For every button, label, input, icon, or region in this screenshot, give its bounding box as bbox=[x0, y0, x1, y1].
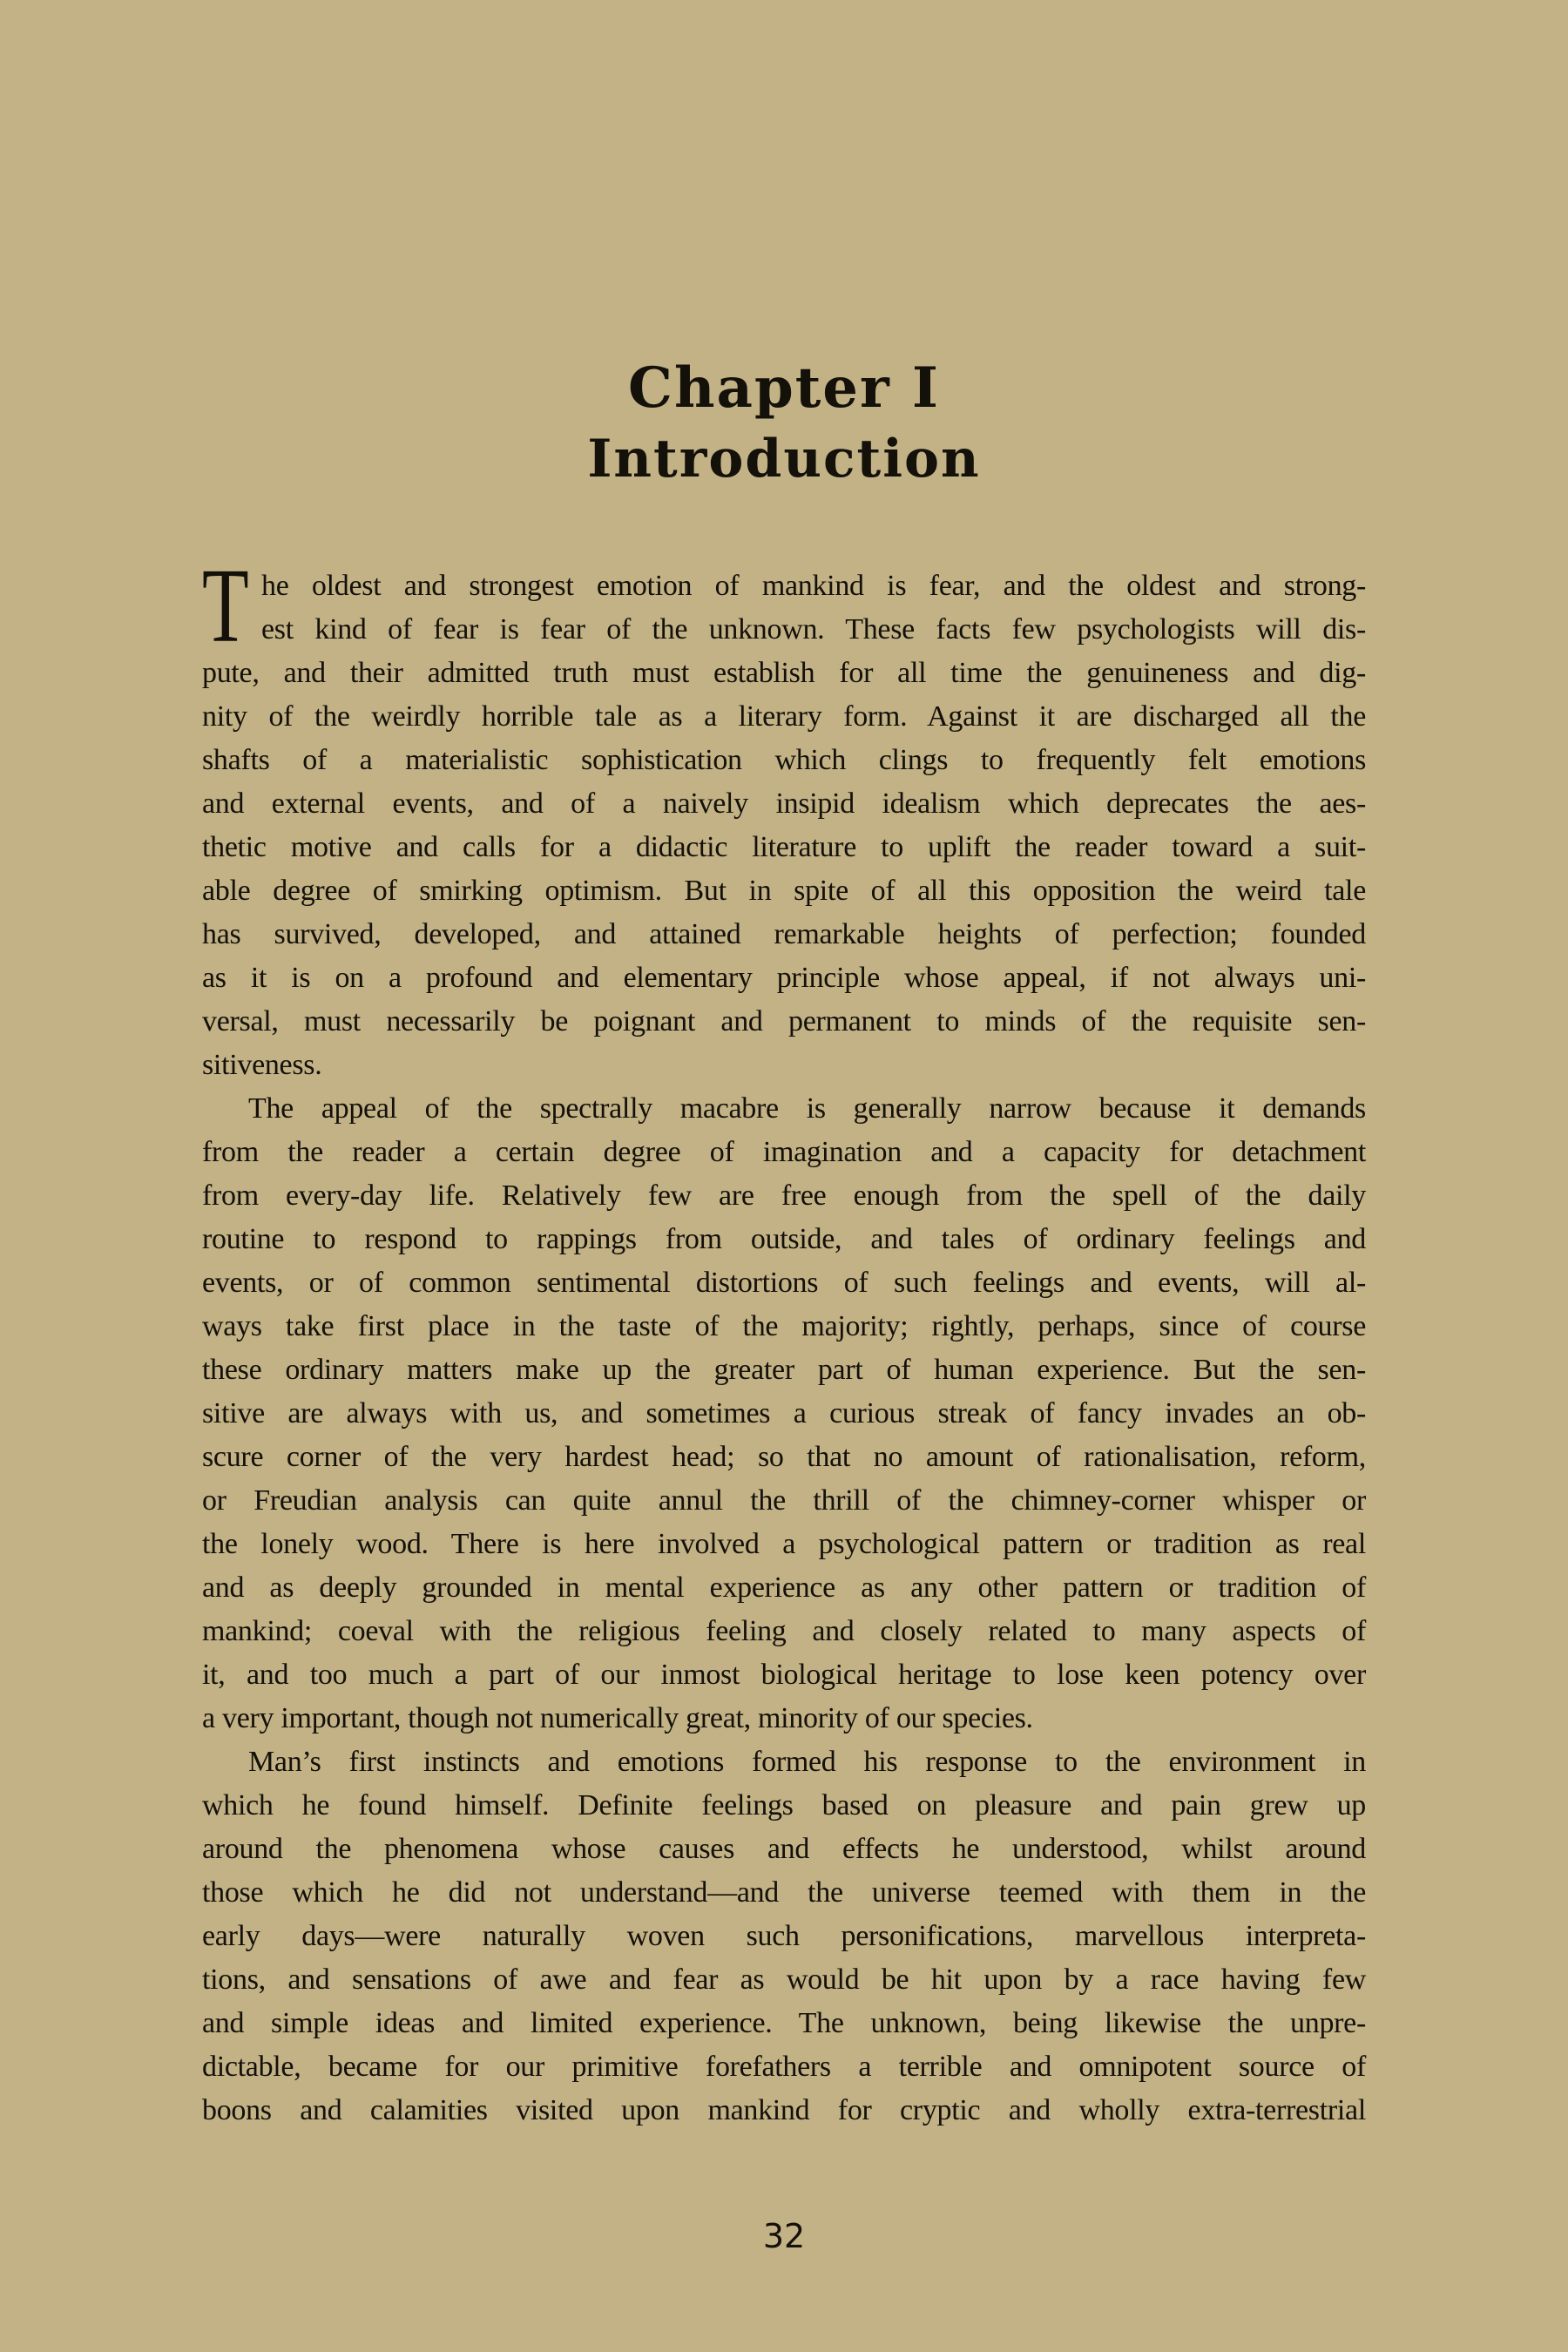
text-line: mankind; coeval with the religious feeling and closely related to many aspects of bbox=[202, 1615, 1366, 1647]
text-line: he oldest and strongest emotion of mankind is fear, and the oldest and strong- bbox=[261, 570, 1366, 602]
text-line: ways take first place in the taste of the majority; rightly, perhaps, since of course bbox=[202, 1310, 1366, 1342]
text-line: it, and too much a part of our inmost biological heritage to lose keen potency over bbox=[202, 1659, 1366, 1691]
text-line: thetic motive and calls for a didactic literature to uplift the reader toward a suit- bbox=[202, 831, 1366, 863]
text-line: routine to respond to rappings from outside, and tales of ordinary feelings and bbox=[202, 1223, 1366, 1255]
text-line: and simple ideas and limited experience. The unknown, being likewise the unpre- bbox=[202, 2007, 1366, 2039]
text-line: est kind of fear is fear of the unknown. These facts few psychologists will dis- bbox=[261, 613, 1366, 645]
text-line: early days—were naturally woven such personifications, marvellous interpreta- bbox=[202, 1920, 1366, 1952]
text-line: boons and calamities visited upon mankind for cryptic and wholly extra-terrestrial bbox=[202, 2094, 1366, 2126]
text-line: events, or of common sentimental distortions of such feelings and events, will al- bbox=[202, 1267, 1366, 1299]
paragraph-1 bbox=[202, 547, 1366, 1087]
text-line: tions, and sensations of awe and fear as would be hit upon by a race having few bbox=[202, 1963, 1366, 1996]
paragraph-3 bbox=[202, 1740, 1366, 2132]
page-number: 32 bbox=[762, 2217, 806, 2255]
chapter-title: Introduction bbox=[587, 429, 981, 490]
text-line: as it is on a profound and elementary principle whose appeal, if not always uni- bbox=[202, 962, 1366, 994]
text-line: from the reader a certain degree of imagination and a capacity for detachment bbox=[202, 1136, 1366, 1168]
text-line: and external events, and of a naively insipid idealism which deprecates the aes- bbox=[202, 787, 1366, 820]
dropcap-letter: T bbox=[202, 547, 249, 665]
text-line: scure corner of the very hardest head; so that no amount of rationalisation, reform, bbox=[202, 1441, 1366, 1473]
text-line: has survived, developed, and attained remarkable heights of perfection; founded bbox=[202, 918, 1366, 950]
text-line: from every-day life. Relatively few are free enough from the spell of the daily bbox=[202, 1179, 1366, 1212]
text-line: dictable, became for our primitive forefathers a terrible and omnipotent source of bbox=[202, 2051, 1366, 2083]
text-line: pute, and their admitted truth must establish for all time the genuineness and dig- bbox=[202, 657, 1366, 689]
text-line: The appeal of the spectrally macabre is generally narrow because it demands bbox=[248, 1092, 1366, 1125]
text-line: these ordinary matters make up the greater part of human experience. But the sen- bbox=[202, 1354, 1366, 1386]
text-line: or Freudian analysis can quite annul the thrill of the chimney-corner whisper or bbox=[202, 1484, 1366, 1517]
text-line: a very important, though not numerically great, minority of our species. bbox=[202, 1702, 1033, 1734]
text-line: versal, must necessarily be poignant and permanent to minds of the requisite sen- bbox=[202, 1005, 1366, 1037]
text-line: sitiveness. bbox=[202, 1049, 322, 1081]
text-line: which he found himself. Definite feelings based on pleasure and pain grew up bbox=[202, 1789, 1366, 1821]
chapter-label: Chapter I bbox=[628, 355, 940, 421]
text-line: Man’s first instincts and emotions formed his response to the environment in bbox=[248, 1746, 1366, 1778]
text-line: nity of the weirdly horrible tale as a literary form. Against it are discharged all the bbox=[202, 700, 1366, 733]
body-text bbox=[202, 547, 1366, 2132]
text-line: around the phenomena whose causes and effects he understood, whilst around bbox=[202, 1833, 1366, 1865]
text-line: the lonely wood. There is here involved a psychological pattern or tradition as real bbox=[202, 1528, 1366, 1560]
text-line: sitive are always with us, and sometimes a curious streak of fancy invades an ob- bbox=[202, 1397, 1366, 1429]
text-line: able degree of smirking optimism. But in spite of all this opposition the weird tale bbox=[202, 875, 1366, 907]
text-line: those which he did not understand—and the universe teemed with them in the bbox=[202, 1876, 1366, 1909]
text-line: and as deeply grounded in mental experience as any other pattern or tradition of bbox=[202, 1571, 1366, 1604]
text-line: shafts of a materialistic sophistication which clings to frequently felt emotions bbox=[202, 744, 1366, 776]
paragraph-2 bbox=[202, 1087, 1366, 1740]
chapter-heading bbox=[0, 352, 1568, 493]
